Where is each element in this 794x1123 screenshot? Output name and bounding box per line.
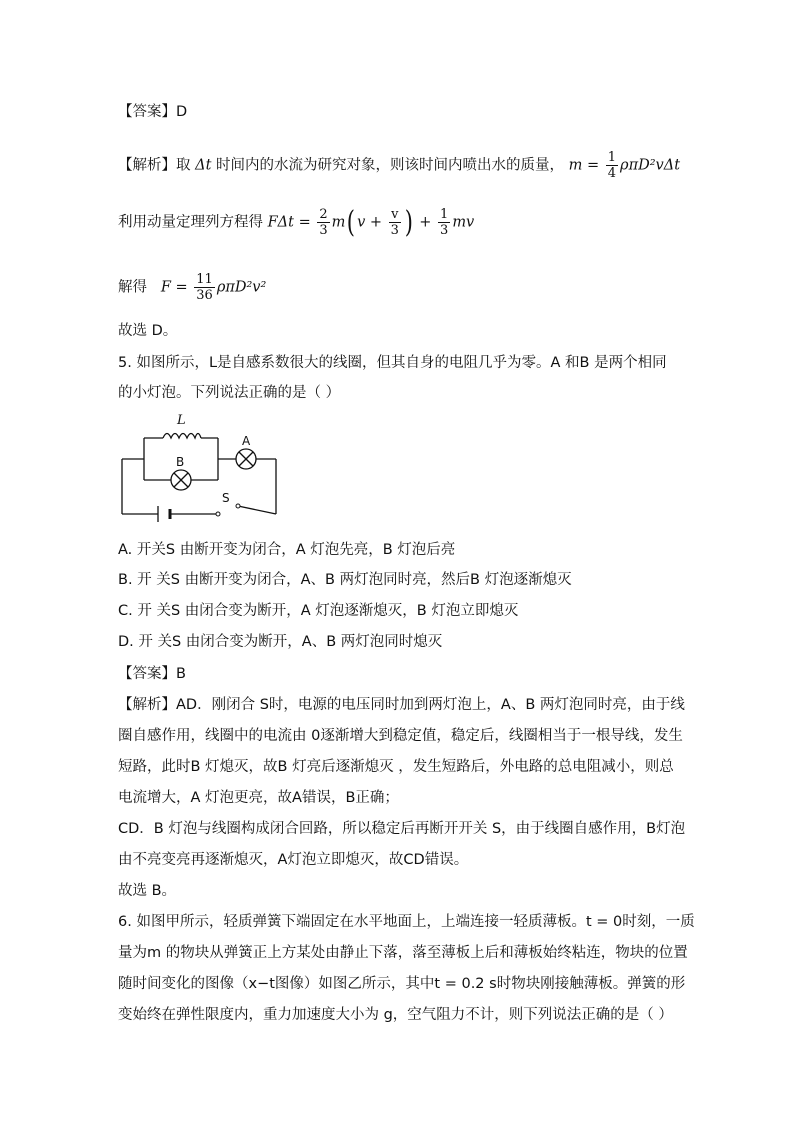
q5-analysis-line1: 【解析】AD．刚闭合 S时，电源的电压同时加到两灯泡上，A、B 两灯泡同时亮，由于线 <box>118 697 685 713</box>
q5-option-a: A. 开关S 由断开变为闭合，A 灯泡先亮，B 灯泡后亮 <box>118 542 456 558</box>
q4-analysis-line1: 【解析】取 Δt 时间内的水流为研究对象，则该时间内喷出水的质量， m = $\frac{1}{4}$ ρπD²vΔt <box>118 150 681 181</box>
q4-momentum-line: 利用动量定理列方程得 FΔt = $\frac{2}{3}$ m( v + $\frac{v}{3}$ ) + $\frac{1}{3}$ mv <box>118 204 475 240</box>
analysis-label: 【解析】 <box>118 157 176 174</box>
q5-stem-line1: 5. 如图所示，L是自感系数很大的线圈，但其自身的电阻几乎为零。A 和B 是两个相同 <box>118 355 667 371</box>
q5-analysis-line2: 圈自感作用，线圈中的电流由 0逐渐增大到稳定值，稳定后，线圈相当于一根导线，发生 <box>118 728 683 744</box>
q6-stem-line3: 随时间变化的图像（x−t图像）如图乙所示，其中t = 0.2 s时物块刚接触薄板。弹簧的形 <box>118 976 686 992</box>
q5-stem-line2: 的小灯泡。下列说法正确的是（ ） <box>118 385 341 401</box>
q4-conclusion: 故选 D。 <box>118 323 178 339</box>
q5-analysis-line5: CD．B 灯泡与线圈构成闭合回路，所以稳定后再断开开关 S，由于线圈自感作用，B灯泡 <box>118 821 686 837</box>
switch-label: S <box>222 491 230 505</box>
coil-label: L <box>177 413 186 428</box>
q5-analysis-line4: 电流增大，A 灯泡更亮，故A错误，B正确； <box>118 790 399 806</box>
q5-option-d: D. 开 关S 由闭合变为断开，A、B 两灯泡同时熄灭 <box>118 634 443 650</box>
result-formula: F = $\frac{11}{36}$ ρπD²v² <box>160 272 267 303</box>
bulb-b-label: B <box>176 455 185 469</box>
momentum-formula: FΔt = $\frac{2}{3}$ m( v + $\frac{v}{3}$ ) + $\frac{1}{3}$ mv <box>267 204 475 240</box>
q5-conclusion: 故选 B。 <box>118 883 177 899</box>
q5-answer: 【答案】B <box>118 666 186 682</box>
q6-stem-line2: 量为m 的物块从弹簧正上方某处由静止下落，落至薄板上后和薄板始终粘连，物块的位置 <box>118 945 688 961</box>
q4-answer: 【答案】D <box>118 104 188 120</box>
q5-option-c: C. 开 关S 由闭合变为断开，A 灯泡逐渐熄灭，B 灯泡立即熄灭 <box>118 603 519 619</box>
mass-formula: m = $\frac{1}{4}$ ρπD²vΔt <box>568 150 681 181</box>
q6-stem-line1: 6. 如图甲所示，轻质弹簧下端固定在水平地面上，上端连接一轻质薄板。t = 0时刻，一质 <box>118 914 695 930</box>
q5-analysis-line3: 短路，此时B 灯熄灭，故B 灯亮后逐渐熄灭 ，发生短路后，外电路的总电阻减小，则总 <box>118 759 674 775</box>
q5-analysis-line6: 由不亮变亮再逐渐熄灭，A灯泡立即熄灭，故CD错误。 <box>118 852 469 868</box>
bulb-a-label: A <box>242 434 251 448</box>
coil-icon <box>163 434 201 439</box>
switch-lever <box>238 506 276 514</box>
q5-option-b: B. 开 关S 由断开变为闭合，A、B 两灯泡同时亮，然后B 灯泡逐渐熄灭 <box>118 572 572 588</box>
q6-stem-line4: 变始终在弹性限度内，重力加速度大小为 g，空气阻力不计，则下列说法正确的是（ ） <box>118 1007 673 1023</box>
q4-result-line: 解得 F = $\frac{11}{36}$ ρπD²v² <box>118 272 267 303</box>
circuit-diagram <box>118 410 288 525</box>
